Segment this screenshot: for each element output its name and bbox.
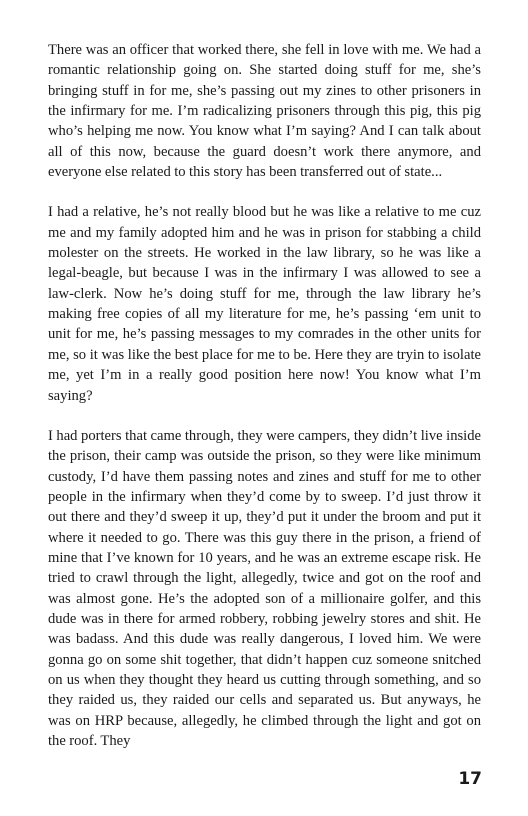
paragraph: I had a relative, he’s not really blood but he was like a relative to me cuz me and my family adopted him and he was in prison for stabbing a child molester on the streets. He worked in the law library, so he was like a legal-beagle, but because I was in the infirmary I was allowed to see a law-clerk. Now he’s doing stuff for me, through the law library he’s making free copies of all my literature for me, he’s passing ‘em unit to unit for me, he’s passing messages to my comrades in the other units for me, so it was like the best place for me to be. Here they are tryin to isolate me, yet I’m in a really good position here now! You know what I’m saying? [48,204,481,404]
page-body [48,40,481,751]
paragraph: I had porters that came through, they were campers, they didn’t live inside the prison, their camp was outside the prison, so they were like minimum custody, I’d have them passing notes and zines and stuff for me to other people in the infirmary when they’d come by to sweep. I’d just throw it out there and they’d sweep it up, they’d put it under the broom and put it where it needed to go. There was this guy there in the prison, a friend of mine that I’ve known for 10 years, and he was an extreme escape risk. He tried to crawl through the light, allegedly, twice and got on the roof and was almost gone. He’s the adopted son of a millionaire golfer, and this dude was in there for armed robbery, robbing jewelry stores and shit. He was badass. And this dude was really dangerous, I loved him. We were gonna go on some shit together, that didn’t happen cuz someone snitched on us when they thought they heard us cutting through something, and so they raided us, they raided our cells and separated us. But anyways, he was on HRP because, allegedly, he climbed through the light and got on the roof. They [48,427,481,749]
page-number: 17 [458,769,482,789]
paragraph: There was an officer that worked there, she fell in love with me. We had a romantic relationship going on. She started doing stuff for me, she’s bringing stuff in for me, she’s passing out my zines to other prisoners in the infirmary for me. I’m radicalizing prisoners through this pig, this pig who’s helping me now. You know what I’m saying? And I can talk about all of this now, because the guard doesn’t work there anymore, and everyone else related to this story has been transferred out of state... [48,42,481,181]
